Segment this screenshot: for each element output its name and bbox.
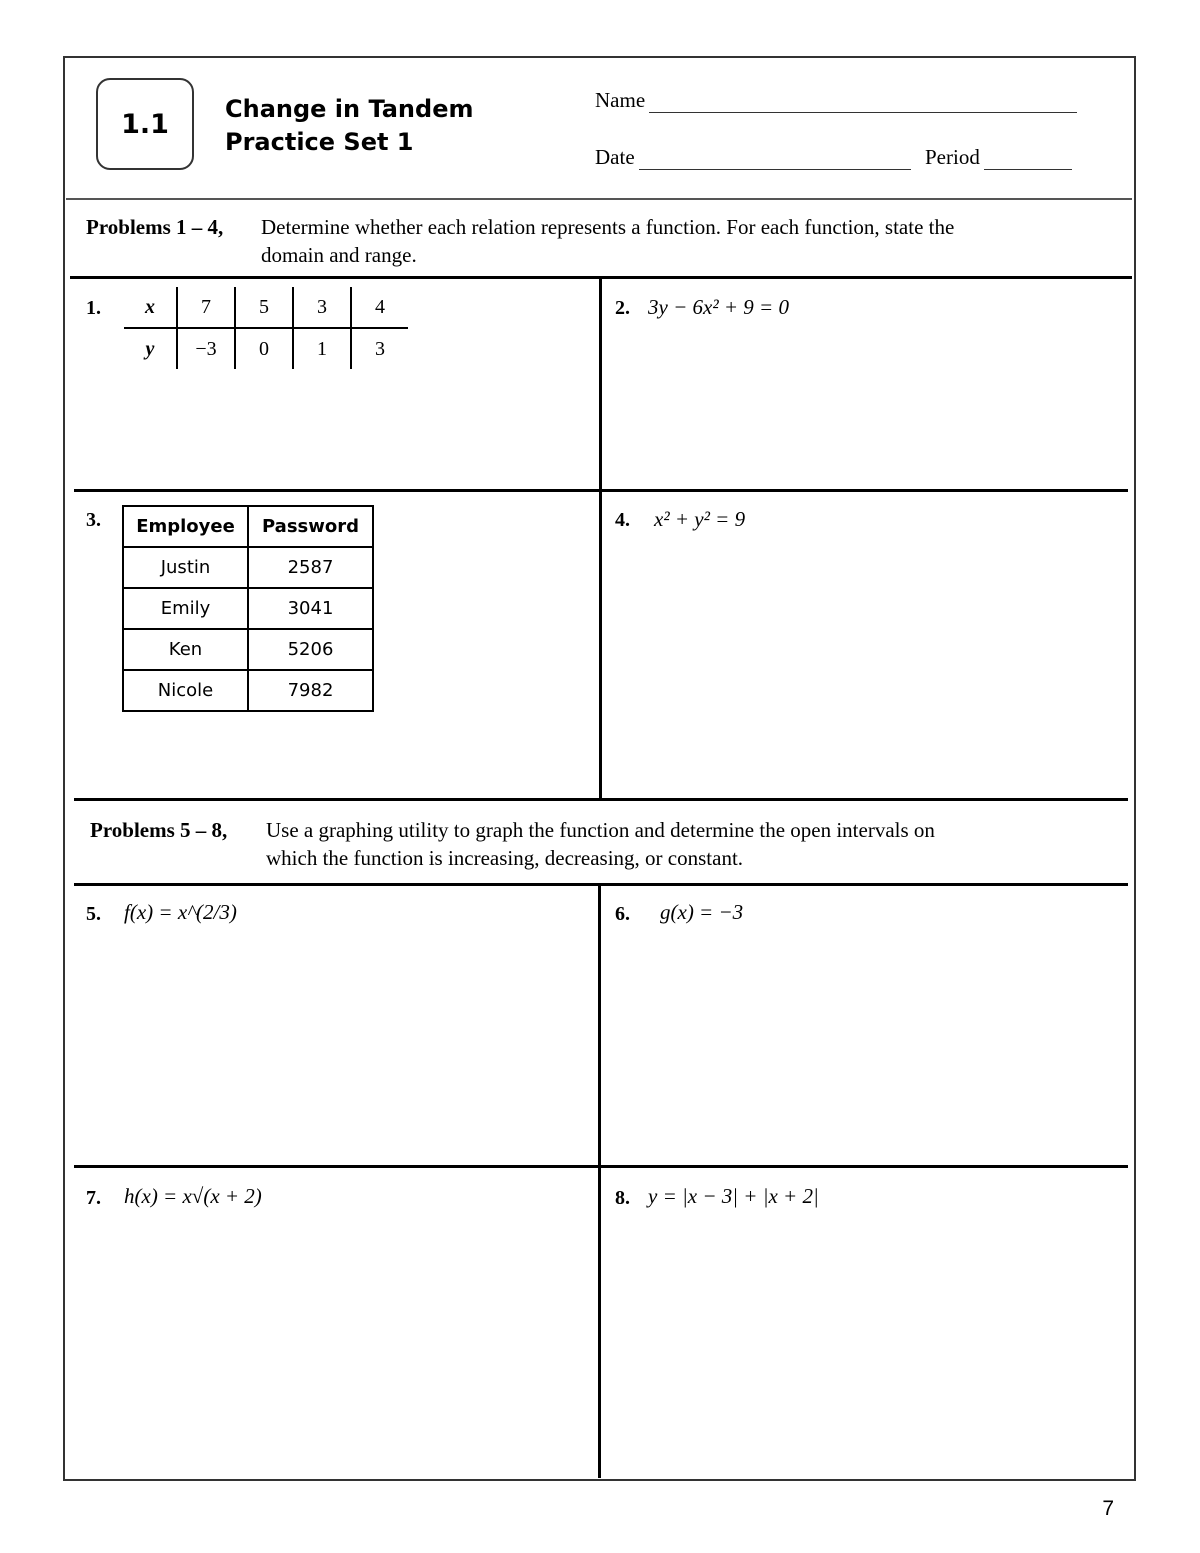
table-header: Employee bbox=[123, 506, 248, 547]
table-row bbox=[123, 629, 373, 670]
row-divider-3 bbox=[74, 1165, 1128, 1168]
x-label: x bbox=[124, 287, 177, 328]
table-row bbox=[123, 670, 373, 711]
part1-instruction-line2: domain and range. bbox=[261, 243, 417, 267]
part2-heading: Problems 5 – 8, bbox=[90, 818, 228, 842]
password-cell: 5206 bbox=[248, 629, 373, 670]
name-blank[interactable] bbox=[649, 94, 1077, 113]
period-field[interactable] bbox=[925, 145, 1072, 170]
problem-7-number: 7. bbox=[86, 1187, 101, 1209]
problem-6-number: 6. bbox=[615, 903, 630, 925]
period-label: Period bbox=[925, 145, 980, 169]
password-cell: 3041 bbox=[248, 588, 373, 629]
problem-3-employee-table bbox=[122, 505, 374, 712]
table-row bbox=[123, 547, 373, 588]
part2-instruction-line2: which the function is increasing, decreasing, or constant. bbox=[266, 846, 744, 870]
problem-3-number: 3. bbox=[86, 509, 101, 531]
y-label: y bbox=[145, 337, 155, 360]
table-row bbox=[123, 588, 373, 629]
row-divider-2 bbox=[74, 798, 1128, 801]
x-value: 5 bbox=[235, 287, 293, 328]
worksheet-title bbox=[225, 93, 473, 159]
row-divider-1 bbox=[74, 489, 1128, 492]
date-label: Date bbox=[595, 145, 635, 169]
name-field[interactable] bbox=[595, 88, 1077, 113]
password-cell: 7982 bbox=[248, 670, 373, 711]
problem-1-xy-table bbox=[124, 287, 408, 369]
part2-instructions bbox=[90, 816, 1130, 876]
problem-8-expression: y = |x − 3| + |x + 2| bbox=[648, 1184, 819, 1208]
problem-4-expression: x² + y² = 9 bbox=[654, 507, 746, 531]
problem-4-number: 4. bbox=[615, 509, 630, 531]
problem-2-number: 2. bbox=[615, 297, 630, 319]
table-header: Password bbox=[248, 506, 373, 547]
problem-5-expression: f(x) = x^(2/3) bbox=[124, 900, 237, 924]
employee-cell: Emily bbox=[123, 588, 248, 629]
y-value: 3 bbox=[351, 328, 408, 369]
title-line-2: Practice Set 1 bbox=[225, 128, 414, 156]
x-value: 3 bbox=[293, 287, 351, 328]
employee-cell: Justin bbox=[123, 547, 248, 588]
problem-6-expression: g(x) = −3 bbox=[660, 900, 744, 924]
problem-8-number: 8. bbox=[615, 1187, 630, 1209]
part1-instructions bbox=[86, 213, 1126, 273]
problem-1-number: 1. bbox=[86, 297, 101, 319]
grid-vertical-top bbox=[599, 279, 602, 800]
part1-heading: Problems 1 – 4, bbox=[86, 215, 224, 239]
date-field[interactable] bbox=[595, 145, 911, 170]
problem-7-expression: h(x) = x√(x + 2) bbox=[124, 1184, 262, 1208]
part1-instruction-line1: Determine whether each relation represents a function. For each function, state the bbox=[261, 215, 955, 239]
header-divider bbox=[66, 198, 1132, 200]
x-value: 7 bbox=[177, 287, 235, 328]
password-cell: 2587 bbox=[248, 547, 373, 588]
problem-2-expression: 3y − 6x² + 9 = 0 bbox=[648, 295, 789, 319]
page-number: 7 bbox=[1102, 1497, 1114, 1520]
section-badge: 1.1 bbox=[96, 78, 194, 170]
name-label: Name bbox=[595, 88, 646, 112]
part2-instruction-line1: Use a graphing utility to graph the function and determine the open intervals on bbox=[266, 818, 935, 842]
y-value: −3 bbox=[177, 328, 235, 369]
y-value: 0 bbox=[235, 328, 293, 369]
period-blank[interactable] bbox=[984, 151, 1072, 170]
employee-cell: Ken bbox=[123, 629, 248, 670]
y-value: 1 bbox=[293, 328, 351, 369]
title-line-1: Change in Tandem bbox=[225, 95, 474, 123]
problem-5-number: 5. bbox=[86, 903, 101, 925]
employee-cell: Nicole bbox=[123, 670, 248, 711]
part2-divider bbox=[74, 883, 1128, 886]
grid-vertical-bottom bbox=[598, 886, 601, 1478]
x-value: 4 bbox=[351, 287, 408, 328]
date-blank[interactable] bbox=[639, 151, 911, 170]
